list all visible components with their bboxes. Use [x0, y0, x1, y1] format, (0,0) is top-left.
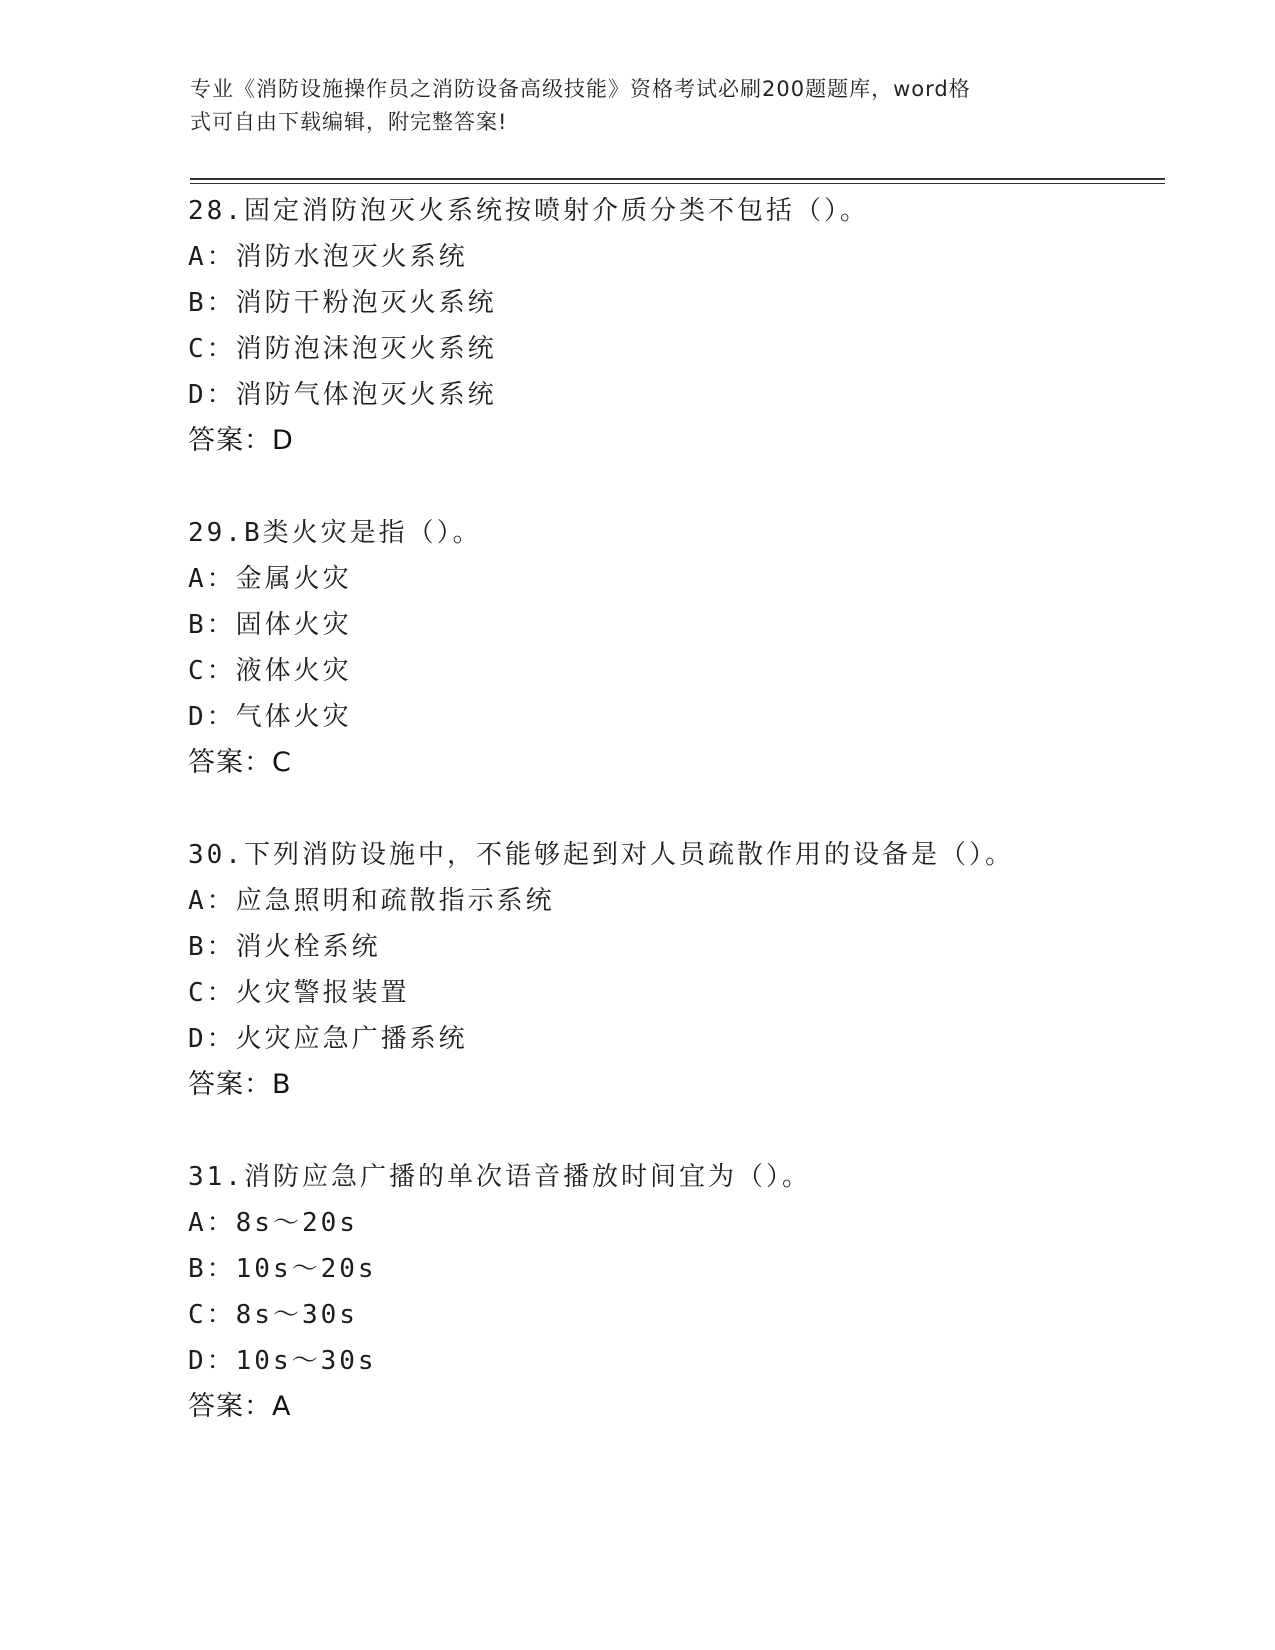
- option-a: A：消防水泡灭火系统: [188, 242, 468, 272]
- option-c: C：8s～30s: [188, 1300, 358, 1330]
- answer-key: 答案：B: [188, 1069, 292, 1100]
- option-c: C：消防泡沫泡灭火系统: [188, 334, 497, 364]
- option-a: A：8s～20s: [188, 1208, 358, 1238]
- answer-key: 答案：A: [188, 1391, 292, 1422]
- question-28: [188, 188, 1168, 464]
- option-b: B：消防干粉泡灭火系统: [188, 288, 497, 318]
- option-d: D：火灾应急广播系统: [188, 1024, 468, 1054]
- option-c: C：液体火灾: [188, 656, 352, 686]
- header-divider-thin: [190, 183, 1165, 184]
- question-stem: 29.B类火灾是指（）。: [188, 518, 482, 548]
- option-d: D：10s～30s: [188, 1346, 377, 1376]
- question-list: [188, 188, 1168, 1430]
- question-stem: 31.消防应急广播的单次语音播放时间宜为（）。: [188, 1162, 811, 1192]
- option-c: C：火灾警报装置: [188, 978, 410, 1008]
- header-divider-thick: [190, 178, 1165, 180]
- option-b: B：消火栓系统: [188, 932, 381, 962]
- option-a: A：金属火灾: [188, 564, 352, 594]
- question-31: [188, 1154, 1168, 1430]
- document-header: [190, 73, 1090, 139]
- option-a: A：应急照明和疏散指示系统: [188, 886, 555, 916]
- question-stem: 30.下列消防设施中，不能够起到对人员疏散作用的设备是（）。: [188, 840, 1014, 870]
- question-29: [188, 510, 1168, 786]
- option-b: B：10s～20s: [188, 1254, 377, 1284]
- header-line-2: 式可自由下载编辑，附完整答案!: [190, 110, 508, 134]
- option-b: B：固体火灾: [188, 610, 352, 640]
- question-30: [188, 832, 1168, 1108]
- question-stem: 28.固定消防泡灭火系统按喷射介质分类不包括（）。: [188, 196, 869, 226]
- answer-key: 答案：D: [188, 425, 294, 456]
- header-line-1: 专业《消防设施操作员之消防设备高级技能》资格考试必刷200题题库，word格: [190, 77, 971, 101]
- answer-key: 答案：C: [188, 747, 292, 778]
- option-d: D：消防气体泡灭火系统: [188, 380, 497, 410]
- option-d: D：气体火灾: [188, 702, 352, 732]
